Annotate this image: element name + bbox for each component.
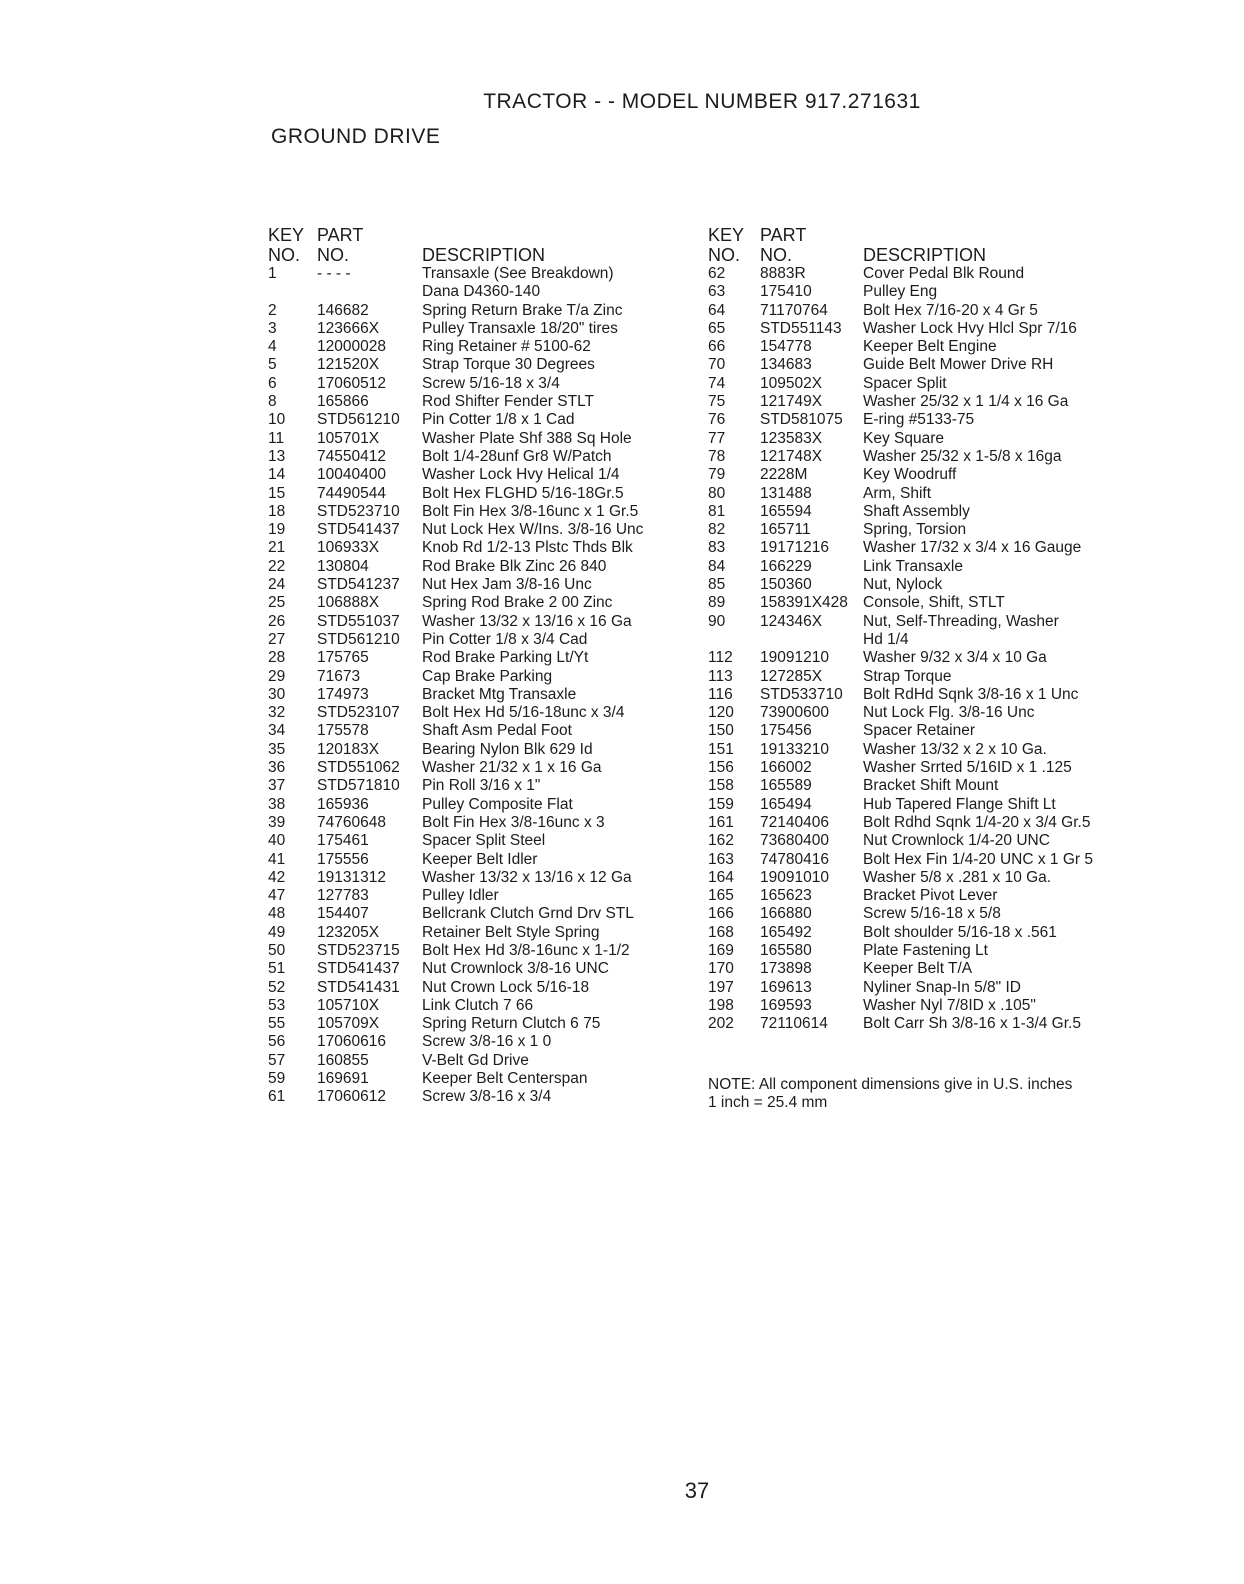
- key-no: 3: [268, 319, 277, 337]
- part-no: STD551143: [760, 319, 842, 337]
- key-no: 70: [708, 356, 726, 374]
- part-no: 160855: [317, 1051, 369, 1069]
- key-no: 159: [708, 795, 734, 813]
- part-no: 8883R: [760, 265, 806, 282]
- description: Bolt Carr Sh 3/8-16 x 1-3/4 Gr.5: [863, 1015, 1081, 1033]
- key-no: 61: [268, 1088, 286, 1106]
- part-no: 165580: [760, 941, 812, 959]
- part-no: 169691: [317, 1070, 369, 1088]
- part-no: 134683: [760, 356, 812, 374]
- part-no: 127285X: [760, 667, 823, 685]
- description: Washer 5/8 x .281 x 10 Ga.: [863, 868, 1052, 886]
- description: Washer 21/32 x 1 x 16 Ga: [422, 759, 602, 777]
- page-title: TRACTOR - - MODEL NUMBER 917.271631: [483, 90, 921, 113]
- part-no: STD541237: [317, 576, 400, 594]
- key-no: 4: [268, 338, 277, 356]
- part-no: 175410: [760, 283, 812, 301]
- key-no: 81: [708, 502, 726, 520]
- description: Hub Tapered Flange Shift Lt: [863, 795, 1056, 813]
- description: Keeper Belt Idler: [422, 850, 538, 868]
- part-no: STD571810: [317, 777, 400, 795]
- part-no: STD541437: [317, 521, 400, 539]
- description: Nut Lock Flg. 3/8-16 Unc: [863, 704, 1035, 722]
- description: Bracket Shift Mount: [863, 777, 999, 795]
- key-no: 48: [268, 905, 286, 923]
- key-no: 25: [268, 594, 286, 612]
- description: Bolt Hex Hd 5/16-18unc x 3/4: [422, 704, 625, 722]
- description: Strap Torque: [863, 667, 952, 685]
- part-no: STD561210: [317, 411, 400, 429]
- part-no: 10040400: [317, 466, 386, 484]
- part-no: 106933X: [317, 539, 380, 557]
- part-no: 105710X: [317, 996, 380, 1014]
- key-no: 64: [708, 301, 726, 319]
- description: Bolt Hex 7/16-20 x 4 Gr 5: [863, 301, 1038, 319]
- description: E-ring #5133-75: [863, 411, 975, 429]
- key-no: 198: [708, 996, 734, 1014]
- description: Console, Shift, STLT: [863, 594, 1005, 612]
- part-no: 72110614: [760, 1015, 828, 1033]
- part-no: 19091210: [760, 649, 829, 667]
- description: Spring, Torsion: [863, 521, 967, 539]
- part-no: 130804: [317, 557, 369, 575]
- description: Bracket Pivot Lever: [863, 887, 998, 905]
- description: Spring Return Clutch 6 75: [422, 1015, 601, 1033]
- key-no: 161: [708, 813, 734, 831]
- key-no: 47: [268, 887, 286, 905]
- description: Guide Belt Mower Drive RH: [863, 356, 1054, 374]
- key-no: 74: [708, 374, 726, 392]
- description: Spacer Split Steel: [422, 832, 546, 850]
- description: Retainer Belt Style Spring: [422, 923, 600, 941]
- description: Washer 13/32 x 13/16 x 12 Ga: [422, 868, 632, 886]
- part-no: 165711: [760, 521, 811, 539]
- key-no: 166: [708, 905, 734, 923]
- description: Washer 17/32 x 3/4 x 16 Gauge: [863, 539, 1082, 557]
- description: Washer 13/32 x 13/16 x 16 Ga: [422, 612, 632, 630]
- key-no: 168: [708, 923, 734, 941]
- description: Nyliner Snap-In 5/8" ID: [863, 978, 1021, 996]
- part-no: 165866: [317, 393, 369, 411]
- part-no: 124346X: [760, 612, 823, 630]
- key-no: 10: [268, 411, 286, 429]
- description: Pin Cotter 1/8 x 1 Cad: [422, 411, 575, 429]
- part-no: 131488: [760, 484, 812, 502]
- description: Screw 3/8-16 x 3/4: [422, 1088, 552, 1106]
- description: Bellcrank Clutch Grnd Drv STL: [422, 905, 634, 923]
- part-no: 74780416: [760, 850, 829, 868]
- description: Pulley Eng: [863, 283, 938, 301]
- part-no: STD581075: [760, 411, 843, 429]
- description: Bolt Hex Hd 3/8-16unc x 1-1/2: [422, 941, 630, 959]
- part-no: 2228M: [760, 466, 808, 484]
- part-no: STD541437: [317, 960, 400, 978]
- part-no: STD551062: [317, 759, 400, 777]
- part-no: 19171216: [760, 539, 829, 557]
- description: Washer Nyl 7/8ID x .105": [863, 996, 1036, 1014]
- note-text: All component dimensions give in U.S. inches: [755, 1076, 1073, 1093]
- part-no: 175578: [317, 722, 369, 740]
- key-no: 11: [268, 429, 285, 447]
- part-no: 17060612: [317, 1088, 386, 1106]
- part-no: 17060512: [317, 374, 386, 392]
- key-no: 151: [708, 740, 734, 758]
- part-no: STD541431: [317, 978, 400, 996]
- key-no: 38: [268, 795, 286, 813]
- description: Washer Lock Hvy Helical 1/4: [422, 466, 620, 484]
- part-no: 158391X428: [760, 594, 848, 612]
- description-header: DESCRIPTION: [863, 245, 987, 265]
- part-no: 123666X: [317, 319, 380, 337]
- description: Keeper Belt T/A: [863, 960, 973, 978]
- description: Bolt RdHd Sqnk 3/8-16 x 1 Unc: [863, 685, 1079, 703]
- key-no: 49: [268, 923, 286, 941]
- part-no-header: PART NO.: [317, 225, 364, 265]
- key-no: 78: [708, 447, 726, 465]
- part-no: 166002: [760, 759, 812, 777]
- key-no: 27: [268, 630, 286, 648]
- description: Key Square: [863, 429, 944, 447]
- key-no: 150: [708, 722, 734, 740]
- key-no: 8: [268, 393, 277, 411]
- key-no: 28: [268, 649, 286, 667]
- part-no: 17060616: [317, 1033, 386, 1051]
- description: Key Woodruff: [863, 466, 957, 484]
- part-no: 74490544: [317, 484, 386, 502]
- part-no: 105701X: [317, 429, 380, 447]
- part-no: STD551037: [317, 612, 400, 630]
- part-no: 165594: [760, 502, 812, 520]
- part-no: 121748X: [760, 447, 823, 465]
- part-no: 105709X: [317, 1015, 380, 1033]
- part-no: 146682: [317, 301, 369, 319]
- key-no: 52: [268, 978, 286, 996]
- description: Rod Brake Blk Zinc 26 840: [422, 557, 607, 575]
- key-no: 50: [268, 941, 286, 959]
- part-no: 120183X: [317, 740, 380, 758]
- description: Link Clutch 7 66: [422, 996, 534, 1014]
- part-no: 166880: [760, 905, 812, 923]
- key-no: 65: [708, 319, 726, 337]
- part-no: 121520X: [317, 356, 380, 374]
- description-header: DESCRIPTION: [422, 245, 546, 265]
- part-no: 71673: [317, 667, 361, 685]
- part-no: 175456: [760, 722, 812, 740]
- part-no: 165589: [760, 777, 812, 795]
- page-number: 37: [684, 1478, 710, 1503]
- part-no: 175461: [317, 832, 369, 850]
- description: Knob Rd 1/2-13 Plstc Thds Blk: [422, 539, 633, 557]
- part-no: 19133210: [760, 740, 829, 758]
- part-no: STD523710: [317, 502, 400, 520]
- description: Nut Crownlock 3/8-16 UNC: [422, 960, 609, 978]
- key-no: 63: [708, 283, 726, 301]
- description: Ring Retainer # 5100-62: [422, 338, 591, 356]
- key-no: 89: [708, 594, 726, 612]
- description: Nut Crownlock 1/4-20 UNC: [863, 832, 1050, 850]
- description: Nut Lock Hex W/Ins. 3/8-16 Unc: [422, 521, 644, 539]
- key-no: 90: [708, 612, 726, 630]
- description: Washer Srrted 5/16ID x 1 .125: [863, 759, 1072, 777]
- key-no: 75: [708, 393, 726, 411]
- key-no: 83: [708, 539, 726, 557]
- part-no: 74550412: [317, 447, 386, 465]
- key-no: 113: [708, 667, 733, 685]
- key-no: 32: [268, 704, 286, 722]
- key-no: 169: [708, 941, 734, 959]
- description: Dana D4360-140: [422, 283, 541, 301]
- key-no: 34: [268, 722, 286, 740]
- part-no-header: PART NO.: [760, 225, 807, 265]
- part-no: 173898: [760, 960, 812, 978]
- key-no-header: KEY NO.: [708, 225, 745, 265]
- part-no: 150360: [760, 576, 812, 594]
- key-no: 57: [268, 1051, 286, 1069]
- key-no: 24: [268, 576, 286, 594]
- key-no: 162: [708, 832, 734, 850]
- description: Hd 1/4: [863, 630, 909, 648]
- key-no: 53: [268, 996, 286, 1014]
- description: Spacer Retainer: [863, 722, 976, 740]
- part-no: 169613: [760, 978, 812, 996]
- note-conversion: 1 inch = 25.4 mm: [708, 1094, 828, 1112]
- description: Bolt shoulder 5/16-18 x .561: [863, 923, 1057, 941]
- key-no: 39: [268, 813, 286, 831]
- key-no: 35: [268, 740, 286, 758]
- key-no: 40: [268, 832, 286, 850]
- part-no: 127783: [317, 887, 369, 905]
- description: Cap Brake Parking: [422, 667, 553, 685]
- part-no: 174973: [317, 685, 369, 703]
- description: Bolt Rdhd Sqnk 1/4-20 x 3/4 Gr.5: [863, 813, 1091, 831]
- part-no: 19131312: [317, 868, 386, 886]
- key-no: 21: [268, 539, 286, 557]
- description: Nut Crown Lock 5/16-18: [422, 978, 590, 996]
- description: Pulley Idler: [422, 887, 499, 905]
- part-no: - - - -: [317, 265, 351, 282]
- key-no: 30: [268, 685, 286, 703]
- description: Pin Roll 3/16 x 1": [422, 777, 541, 795]
- description: Bolt Fin Hex 3/8-16unc x 3: [422, 813, 605, 831]
- part-no: 121749X: [760, 393, 823, 411]
- part-no: 165494: [760, 795, 812, 813]
- description: Spring Rod Brake 2 00 Zinc: [422, 594, 613, 612]
- key-no: 26: [268, 612, 286, 630]
- description: Plate Fastening Lt: [863, 941, 988, 959]
- description: Bolt Hex Fin 1/4-20 UNC x 1 Gr 5: [863, 850, 1093, 868]
- description: Nut, Nylock: [863, 576, 943, 594]
- description: Link Transaxle: [863, 557, 963, 575]
- key-no: 42: [268, 868, 286, 886]
- key-no: 112: [708, 649, 733, 667]
- key-no: 197: [708, 978, 734, 996]
- key-no: 76: [708, 411, 726, 429]
- description: Cover Pedal Blk Round: [863, 265, 1025, 282]
- key-no: 14: [268, 466, 286, 484]
- part-no: STD533710: [760, 685, 843, 703]
- key-no: 80: [708, 484, 726, 502]
- key-no: 19: [268, 521, 286, 539]
- part-no: 154778: [760, 338, 812, 356]
- description: Washer 25/32 x 1 1/4 x 16 Ga: [863, 393, 1069, 411]
- key-no: 62: [708, 265, 726, 282]
- key-no: 158: [708, 777, 734, 795]
- part-no: 74760648: [317, 813, 386, 831]
- description: Bearing Nylon Blk 629 Id: [422, 740, 593, 758]
- part-no: STD561210: [317, 630, 400, 648]
- key-no: 82: [708, 521, 726, 539]
- description: Pulley Transaxle 18/20" tires: [422, 319, 618, 337]
- part-no: STD523715: [317, 941, 400, 959]
- key-no: 59: [268, 1070, 286, 1088]
- key-no: 15: [268, 484, 286, 502]
- part-no: 109502X: [760, 374, 823, 392]
- description: Rod Shifter Fender STLT: [422, 393, 595, 411]
- part-no: 19091010: [760, 868, 829, 886]
- description: Bracket Mtg Transaxle: [422, 685, 577, 703]
- description: Strap Torque 30 Degrees: [422, 356, 595, 374]
- dimension-note: [708, 1076, 1072, 1113]
- key-no: 56: [268, 1033, 286, 1051]
- description: Keeper Belt Engine: [863, 338, 997, 356]
- key-no: 6: [268, 374, 277, 392]
- description: Pin Cotter 1/8 x 3/4 Cad: [422, 630, 588, 648]
- description: Transaxle (See Breakdown): [422, 265, 614, 282]
- description: Bolt 1/4-28unf Gr8 W/Patch: [422, 447, 612, 465]
- description: Shaft Asm Pedal Foot: [422, 722, 572, 740]
- key-no: 13: [268, 447, 286, 465]
- key-no: 2: [268, 301, 277, 319]
- description: Screw 5/16-18 x 5/8: [863, 905, 1001, 923]
- key-no: 18: [268, 502, 286, 520]
- description: Washer Plate Shf 388 Sq Hole: [422, 429, 632, 447]
- part-no: 106888X: [317, 594, 380, 612]
- description: Pulley Composite Flat: [422, 795, 573, 813]
- description: Bolt Hex FLGHD 5/16-18Gr.5: [422, 484, 624, 502]
- description: Nut Hex Jam 3/8-16 Unc: [422, 576, 592, 594]
- part-no: 123205X: [317, 923, 380, 941]
- key-no: 202: [708, 1015, 734, 1033]
- part-no: 165623: [760, 887, 812, 905]
- description: Spacer Split: [863, 374, 947, 392]
- part-no: STD523107: [317, 704, 400, 722]
- description: Arm, Shift: [863, 484, 932, 502]
- description: Bolt Fin Hex 3/8-16unc x 1 Gr.5: [422, 502, 639, 520]
- key-no: 37: [268, 777, 286, 795]
- description: Washer Lock Hvy Hlcl Spr 7/16: [863, 319, 1077, 337]
- part-no: 72140406: [760, 813, 829, 831]
- key-no: 66: [708, 338, 726, 356]
- part-no: 123583X: [760, 429, 823, 447]
- part-no: 154407: [317, 905, 369, 923]
- description: Washer 25/32 x 1-5/8 x 16ga: [863, 447, 1062, 465]
- part-no: 175556: [317, 850, 369, 868]
- key-no: 85: [708, 576, 726, 594]
- key-no: 29: [268, 667, 286, 685]
- description: V-Belt Gd Drive: [422, 1051, 529, 1069]
- key-no: 51: [268, 960, 286, 978]
- description: Spring Return Brake T/a Zinc: [422, 301, 623, 319]
- key-no: 120: [708, 704, 734, 722]
- part-no: 175765: [317, 649, 369, 667]
- key-no: 36: [268, 759, 286, 777]
- part-no: 71170764: [760, 301, 828, 319]
- part-no: 169593: [760, 996, 812, 1014]
- key-no: 156: [708, 759, 734, 777]
- key-no: 164: [708, 868, 734, 886]
- key-no: 116: [708, 685, 733, 703]
- key-no-header: KEY NO.: [268, 225, 305, 265]
- description: Rod Brake Parking Lt/Yt: [422, 649, 589, 667]
- key-no: 41: [268, 850, 286, 868]
- key-no: 5: [268, 356, 277, 374]
- key-no: 170: [708, 960, 734, 978]
- key-no: 77: [708, 429, 726, 447]
- part-no: 165936: [317, 795, 369, 813]
- description: Screw 3/8-16 x 1 0: [422, 1033, 552, 1051]
- part-no: 73680400: [760, 832, 829, 850]
- note-label: NOTE:: [708, 1076, 756, 1093]
- description: Nut, Self-Threading, Washer: [863, 612, 1059, 630]
- part-no: 166229: [760, 557, 812, 575]
- key-no: 163: [708, 850, 734, 868]
- section-title: GROUND DRIVE: [271, 125, 441, 148]
- part-no: 165492: [760, 923, 812, 941]
- key-no: 79: [708, 466, 726, 484]
- part-no: 12000028: [317, 338, 386, 356]
- key-no: 1: [268, 265, 277, 282]
- description: Washer 13/32 x 2 x 10 Ga.: [863, 740, 1047, 758]
- part-no: 73900600: [760, 704, 829, 722]
- description: Washer 9/32 x 3/4 x 10 Ga: [863, 649, 1047, 667]
- key-no: 84: [708, 557, 726, 575]
- description: Screw 5/16-18 x 3/4: [422, 374, 560, 392]
- key-no: 55: [268, 1015, 286, 1033]
- description: Keeper Belt Centerspan: [422, 1070, 588, 1088]
- key-no: 165: [708, 887, 734, 905]
- key-no: 22: [268, 557, 286, 575]
- description: Shaft Assembly: [863, 502, 970, 520]
